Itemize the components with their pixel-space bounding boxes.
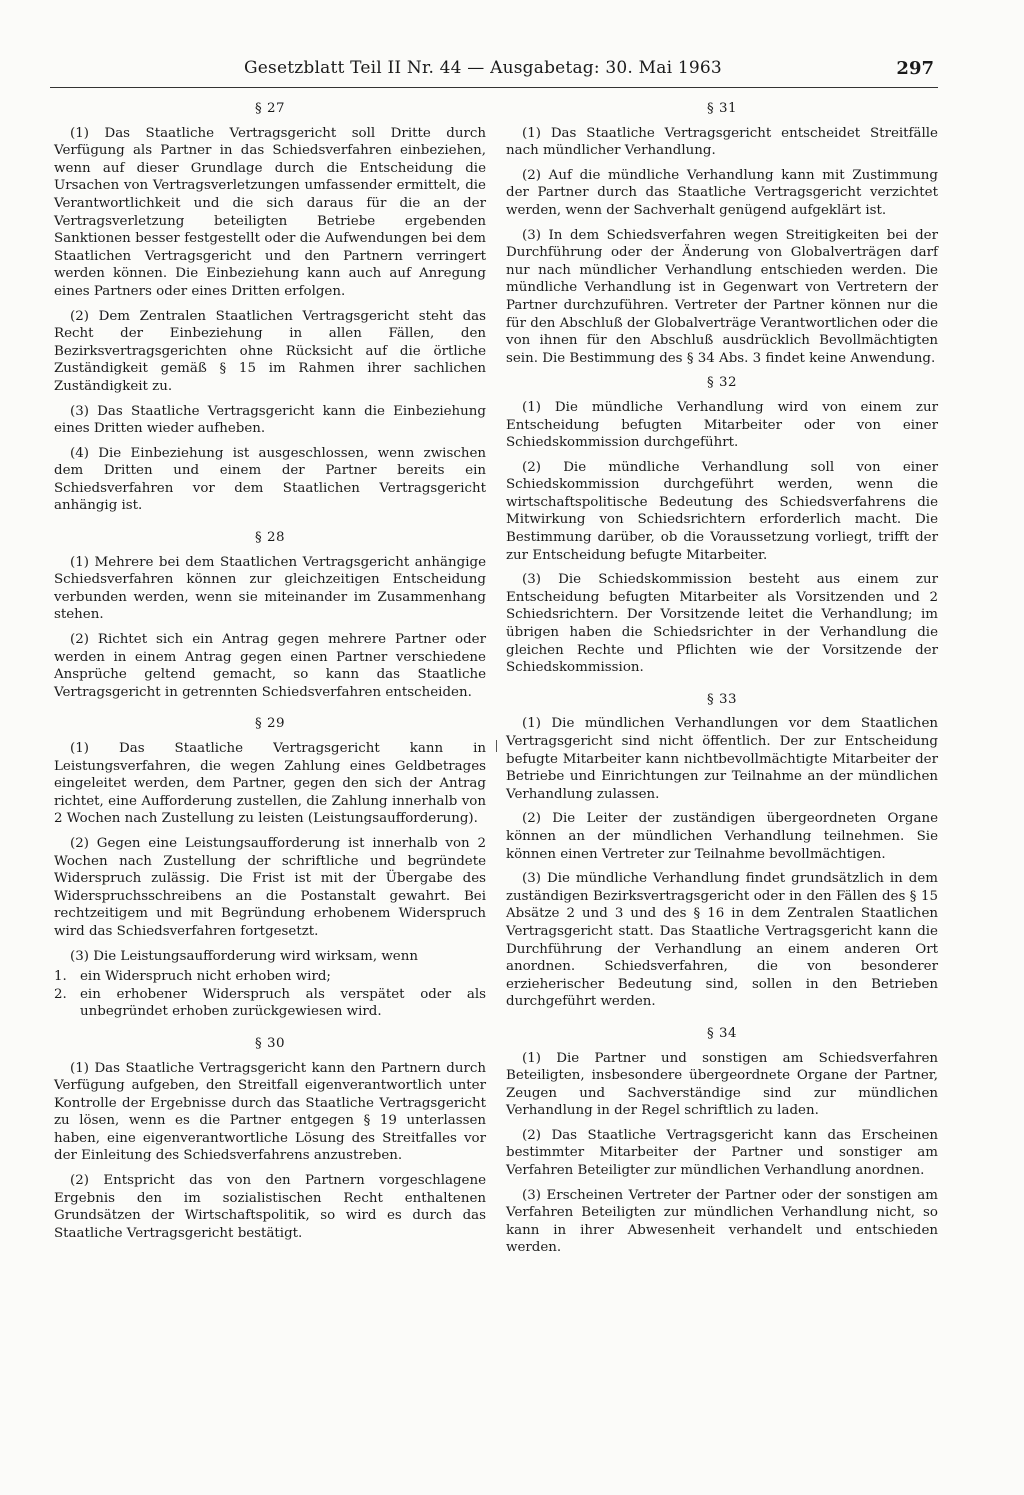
paragraph: (3) Das Staatliche Vertragsgericht kann die Einbeziehung eines Dritten wieder aufheben. (54, 403, 486, 437)
section-heading: § 29 (255, 716, 285, 732)
paragraph: (2) Auf die mündliche Verhandlung kann mit Zustimmung der Partner durch das Staatliche Vertragsgericht verzichtet werden, wenn der Sachverhalt genügend aufgeklärt ist. (506, 167, 938, 218)
section-27 (54, 100, 486, 515)
right-column (506, 100, 938, 1264)
paragraph: (2) Die mündliche Verhandlung soll von einer Schiedskommission durchgeführt werden, wenn die wirtschaftspolitische Bedeutung des Schiedsverfahrens die Mitwirkung von Schiedsrichtern erforderlich macht. Die Bestimmung darüber, ob die Voraussetzung vorliegt, trifft der zur Entscheidung befugte Mitarbeiter. (506, 459, 938, 563)
paragraph: (2) Dem Zentralen Staatlichen Vertragsgericht steht das Recht der Einbeziehung in allen Fällen, den Bezirksvertragsgerichten ohne Rücksicht auf die örtliche Zuständigkeit gemäß § 15 im Rahmen ihrer sachlichen Zuständigkeit zu. (54, 308, 486, 394)
paragraph: (2) Entspricht das von den Partnern vorgeschlagene Ergebnis den im sozialistischen Recht enthaltenen Grundsätzen der Wirtschaftspolitik, so wird es durch das Staatliche Vertragsgericht bestätigt. (54, 1173, 486, 1241)
paragraph: (1) Die Partner und sonstigen am Schiedsverfahren Beteiligten, insbesondere übergeordnete Organe der Partner, Zeugen und Sachverständige sind zur mündlichen Verhandlung in der Regel schriftlich zu laden. (506, 1050, 938, 1119)
section-heading: § 28 (255, 530, 285, 546)
paragraph: (1) Die mündliche Verhandlung wird von einem zur Entscheidung befugten Mitarbeiter oder von einer Schiedskommission durchgeführt. (506, 399, 938, 451)
section-29 (54, 715, 486, 1021)
paragraph: (3) Die Schiedskommission besteht aus einem zur Entscheidung befugten Mitarbeiter als Vorsitzenden und 2 Schiedsrichtern. Der Vorsitzende leitet die Verhandlung; im übrigen haben die Schiedsrichter in der Verhandlung die gleichen Rechte und Pflichten wie der Vorsitzende der Schiedskommission. (506, 572, 938, 676)
paragraph: (4) Die Einbeziehung ist ausgeschlossen, wenn zwischen dem Dritten und einem der Partner bereits ein Schiedsverfahren vor dem Staatlichen Vertragsgericht anhängig ist. (54, 445, 486, 514)
list-number: 1. (54, 969, 67, 985)
section-30 (54, 1035, 486, 1243)
section-33 (506, 691, 938, 1011)
header-rule (50, 87, 938, 88)
left-column (54, 100, 486, 1249)
page-number: 297 (896, 58, 934, 79)
paragraph: (1) Das Staatliche Vertragsgericht soll Dritte durch Verfügung als Partner in das Schiedsverfahren einbeziehen, wenn auf dieser Grundlage durch die Entscheidung die Ursachen von Vertragsverletzungen umfassender ermittelt, die Verantwortlichkeit und die sich daraus für die an der Vertragsverletzung beteiligten Betriebe ergebenden Sanktionen besser festgestellt oder die Aufwendungen bei dem Staatlichen Vertragsgericht und den Partnern verringert werden können. Die Einbeziehung kann auch auf Anregung eines Partners oder eines Dritten erfolgen. (54, 125, 486, 299)
list-number: 2. (54, 986, 67, 1002)
paragraph: (3) Erscheinen Vertreter der Partner oder der sonstigen am Verfahren Beteiligten zur mündlichen Verhandlung nicht, so kann in ihrer Abwesenheit verhandelt und entschieden werden. (506, 1187, 938, 1256)
paragraph: (1) Das Staatliche Vertragsgericht entscheidet Streitfälle nach mündlicher Verhandlung. (506, 125, 938, 159)
section-heading: § 33 (707, 691, 737, 707)
header-title: Gesetzblatt Teil II Nr. 44 — Ausgabetag: 30. Mai 1963 (244, 58, 722, 78)
list-item (54, 968, 486, 986)
paragraph: (1) Die mündlichen Verhandlungen vor dem Staatlichen Vertragsgericht sind nicht öffentlich. Der zur Entscheidung befugte Mitarbeiter kann nichtbevollmächtigte Mitarbeiter der Betriebe und Einrichtungen zur Teilnahme an der mündlichen Verhandlung zulassen. (506, 716, 938, 802)
section-heading: § 27 (255, 101, 285, 116)
paragraph: (1) Das Staatliche Vertragsgericht kann in Leistungsverfahren, die wegen Zahlung eines Geldbetrages eingeleitet werden, dem Partner, gegen den sich der Antrag richtet, eine Aufforderung zustellen, die Zahlung innerhalb von 2 Wochen nach Zustellung zu leisten (Leistungsaufforderung). (54, 741, 486, 827)
column-divider-mark (496, 740, 497, 752)
paragraph: (1) Das Staatliche Vertragsgericht kann den Partnern durch Verfügung aufgeben, den Streitfall eigenverantwortlich unter Kontrolle der Ergebnisse durch das Staatliche Vertragsgericht zu lösen, wenn es die Partner entgegen § 19 unterlassen haben, eine eigenverantwortliche Lösung des Streitfalles vor der Einleitung des Schiedsverfahrens anzustreben. (54, 1060, 486, 1164)
list-text: ein erhobener Widerspruch als verspätet oder als unbegründet erhoben zurückgewiesen wird. (80, 986, 486, 1020)
page-header (244, 58, 934, 88)
paragraph: (3) Die mündliche Verhandlung findet grundsätzlich in dem zuständigen Bezirksvertragsgericht oder in den Fällen des § 15 Absätze 2 und 3 und des § 16 in dem Zentralen Staatlichen Vertragsgericht statt. Das Staatliche Vertragsgericht kann die Durchführung der Verhandlung an einem anderen Ort anordnen. Schiedsverfahren, die von besonderer erzieherischer Bedeutung sind, sollen in den Betrieben durchgeführt werden. (506, 871, 938, 1010)
paragraph: (3) Die Leistungsaufforderung wird wirksam, wenn (70, 948, 418, 964)
section-32 (506, 374, 938, 677)
paragraph: (1) Mehrere bei dem Staatlichen Vertragsgericht anhängige Schiedsverfahren können zur gleichzeitigen Entscheidung verbunden werden, wenn sie miteinander im Zusammenhang stehen. (54, 554, 486, 623)
paragraph: (2) Das Staatliche Vertragsgericht kann das Erscheinen bestimmter Mitarbeiter der Partner und sonstiger am Verfahren Beteiligter zur mündlichen Verhandlung anordnen. (506, 1127, 938, 1179)
paragraph: (2) Richtet sich ein Antrag gegen mehrere Partner oder werden in einem Antrag gegen einen Partner verschiedene Ansprüche geltend gemacht, so kann das Staatliche Vertragsgericht in getrennten Schiedsverfahren entscheiden. (54, 632, 486, 700)
list-item (54, 986, 486, 1021)
paragraph: (2) Die Leiter der zuständigen übergeordneten Organe können an der mündlichen Verhandlung teilnehmen. Sie können einen Vertreter zur Teilnahme bevollmächtigen. (506, 811, 938, 862)
section-34 (506, 1025, 938, 1257)
section-28 (54, 529, 486, 701)
section-31 (506, 100, 938, 367)
section-heading: § 34 (707, 1025, 737, 1041)
section-heading: § 32 (707, 375, 737, 391)
list-text: ein Widerspruch nicht erhoben wird; (80, 969, 331, 985)
section-heading: § 30 (255, 1035, 285, 1051)
paragraph: (2) Gegen eine Leistungsaufforderung ist innerhalb von 2 Wochen nach Zustellung der schriftliche und begründete Widerspruch zulässig. Die Frist ist mit der Übergabe des Widerspruchsschreibens an die Postanstalt gewahrt. Bei rechtzeitigem und mit Begründung erhobenem Widerspruch wird das Schiedsverfahren fortgesetzt. (54, 835, 486, 939)
condition-list (54, 968, 486, 1021)
section-heading: § 31 (707, 101, 737, 116)
paragraph: (3) In dem Schiedsverfahren wegen Streitigkeiten bei der Durchführung oder der Änderung von Globalverträgen darf nur nach mündlicher Verhandlung entschieden werden. Die mündliche Verhandlung ist in Gegenwart von Vertretern der Partner durchzuführen. Vertreter der Partner können nur die für den Abschluß der Globalverträge Verantwortlichen oder die von ihnen für den Abschluß ausdrücklich Bevollmächtigten sein. Die Bestimmung des § 34 Abs. 3 findet keine Anwendung. (506, 227, 938, 366)
